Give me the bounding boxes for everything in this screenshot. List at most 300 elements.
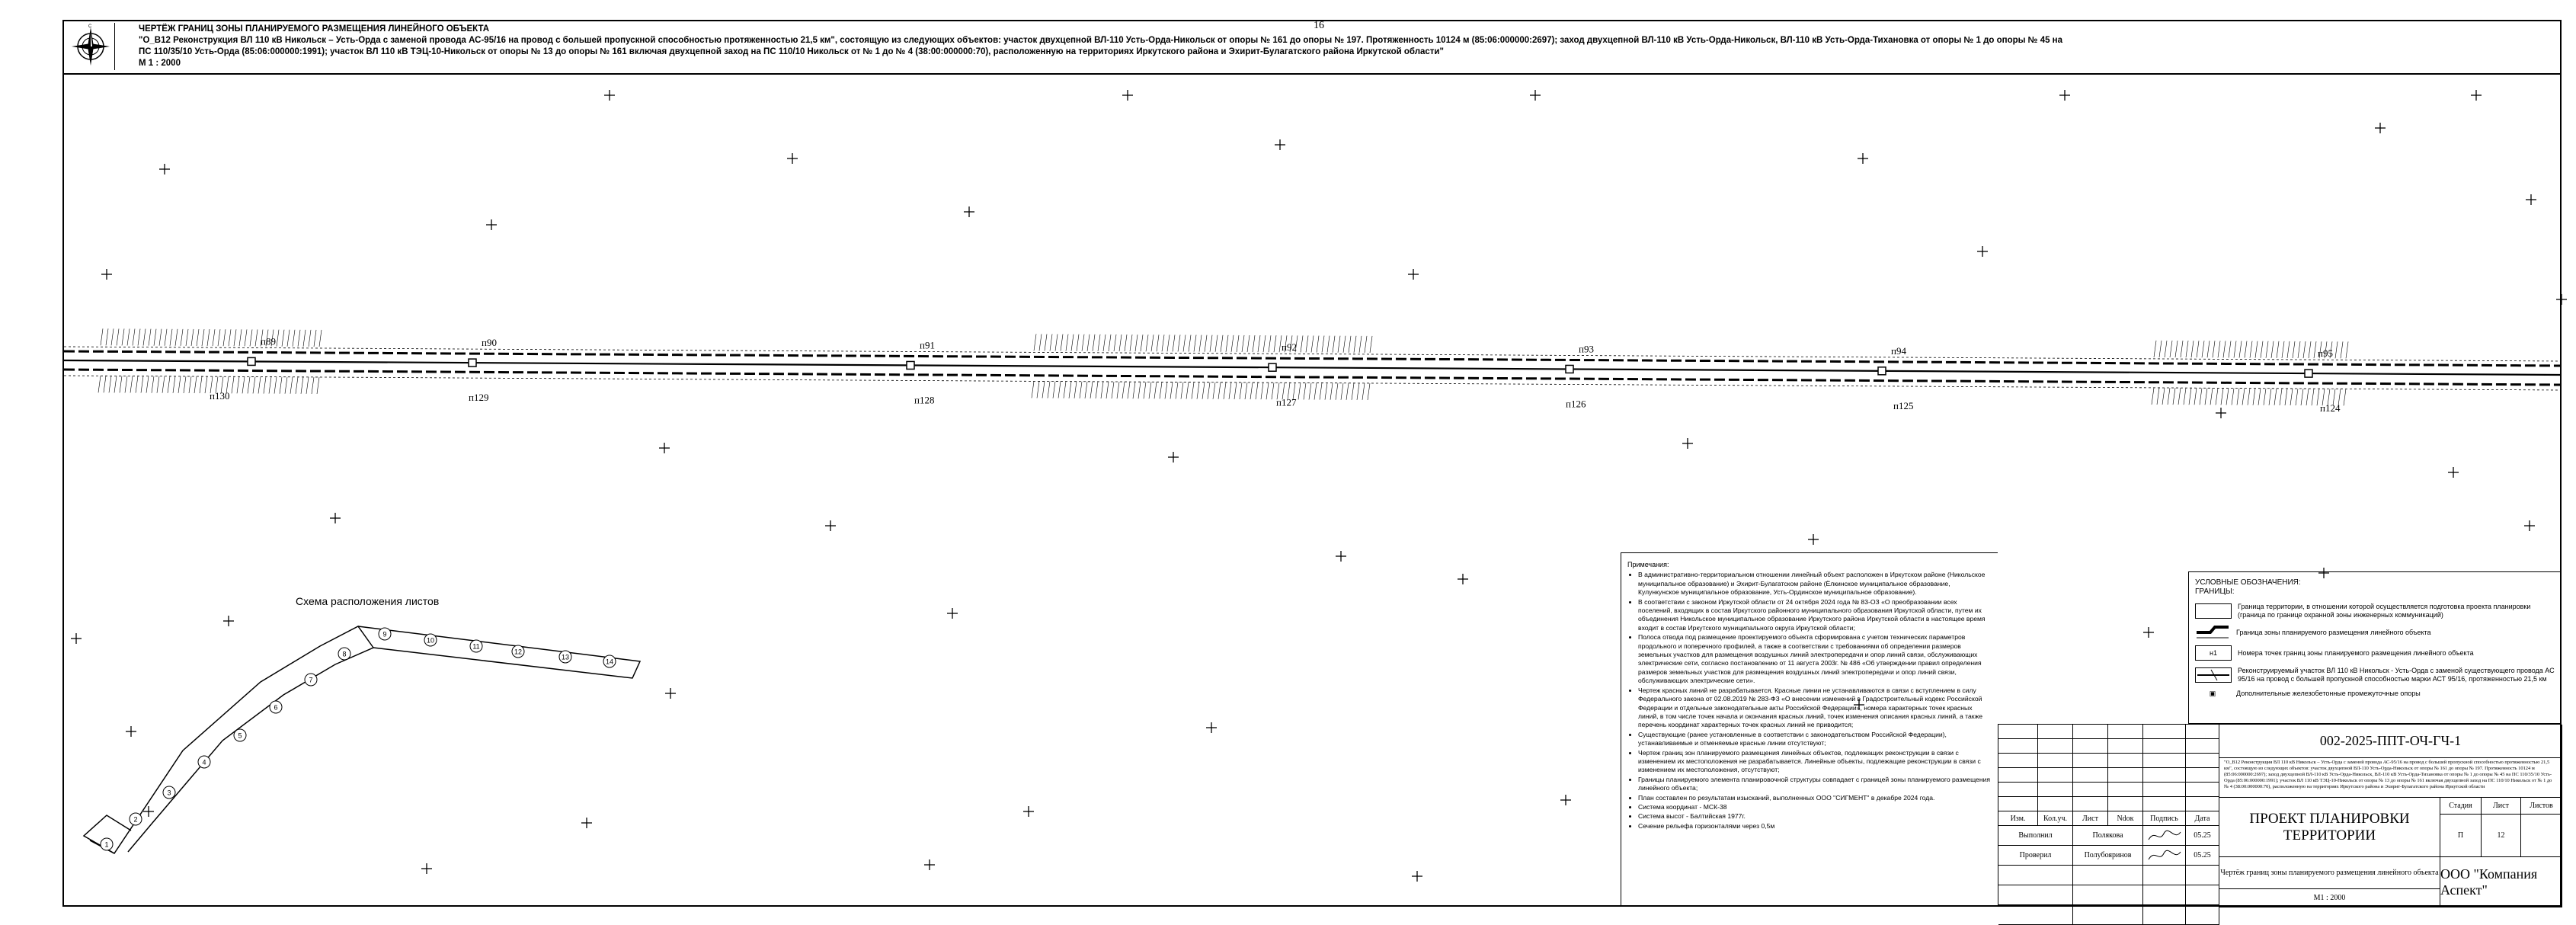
empty-cell [1998,866,2073,885]
slope-hatch [194,376,197,393]
sheets-value [2521,815,2562,857]
slope-hatch [1368,383,1370,400]
slope-hatch [1210,335,1212,352]
slope-hatch [248,376,250,393]
picket-label-bottom: п126 [1566,398,1586,410]
revision-header-cell: Лист [2073,811,2108,826]
name-cell: Полякова [2073,826,2143,846]
slope-hatch [1274,335,1276,352]
slope-hatch [1178,334,1180,351]
revision-header-cell: Кол.уч. [2038,811,2073,826]
slope-hatch [1272,382,1274,399]
slope-hatch [125,376,127,392]
slope-hatch [245,329,247,346]
slope-hatch [317,377,319,394]
sheet-number-label: 5 [238,731,242,740]
slope-hatch [1192,382,1194,399]
zone-boundary-symbol [2195,626,2230,639]
empty-cell [2073,885,2143,905]
note-item: • Чертеж красных линий не разрабатывается. Красные линии не устанавливаются в связи с вступлением в силу Федерального закона от 02.08.2019 № 283-ФЗ «О внесении изменений в Градостроительный кодекс Российской Федерации и отдельные законодательные акты Российской Федерации», номера характерных точек красных линий, в том числе точек начала и окончания красных линий, точек изменения описания красных линий, а также перечень координат характерных точек красных линий не приводится; [1638,687,1992,730]
support-pole-icon [1878,367,1886,375]
reconstructed-line-symbol [2195,667,2232,683]
slope-hatch [1311,335,1314,352]
legend-text: Граница зоны планируемого размещения линейного объекта [2236,628,2431,636]
revision-cell [1998,739,2038,754]
slope-hatch [2207,341,2210,357]
empty-cell [2143,885,2186,905]
revision-cell [2108,739,2143,754]
legend-title [2195,578,2555,597]
slope-hatch [1058,382,1061,398]
slope-hatch [1269,335,1271,352]
slope-hatch [1224,382,1226,399]
slope-hatch [1325,383,1327,400]
slope-hatch [264,377,266,394]
revision-header-cell: Дата [2186,811,2219,826]
slope-hatch [1309,382,1311,399]
slope-hatch [2293,341,2295,358]
slope-hatch [1194,335,1196,352]
slope-hatch [202,329,204,346]
slope-hatch [1346,383,1349,400]
slope-hatch [258,376,261,393]
slope-hatch [1149,382,1151,398]
slope-hatch [2213,341,2215,357]
note-item: • Чертеж границ зон планируемого размещения линейных объектов, подлежащих реконструкции в связи с изменением их местоположения не разрабатывается. Линейные объекты, подлежащие реконструкции в связи с изменением их местоположения, отсутствуют; [1638,749,1992,775]
zone-boundary-top [64,351,2562,366]
legend-text: Номера точек границ зоны планируемого размещения линейного объекта [2238,648,2474,657]
slope-hatch [237,376,239,393]
sheet-number-label: 8 [342,650,347,658]
slope-hatch [1341,383,1343,400]
name-cell: Полубояринов [2073,846,2143,866]
slope-hatch [2287,341,2290,358]
slope-hatch [2280,389,2282,405]
slope-hatch [2162,388,2165,405]
revision-cell [2038,768,2073,783]
slope-hatch [1306,335,1308,352]
company-name: ООО "Компания Аспект" [2440,857,2562,907]
zone-boundary-bottom [64,370,2562,385]
slope-hatch [1205,335,1207,352]
slope-hatch [104,376,106,392]
slope-hatch [2239,341,2242,358]
notes-list [1627,571,1992,831]
slope-hatch [159,329,162,346]
slope-hatch [1050,334,1052,351]
sheet-cells [101,628,616,850]
revision-cell [2143,768,2186,783]
project-title: ПРОЕКТ ПЛАНИРОВКИ ТЕРРИТОРИИ [2219,798,2440,857]
slope-hatch [1098,334,1100,351]
slope-hatch [2186,341,2188,357]
slope-hatch [2303,341,2306,358]
revision-cell [2186,783,2219,797]
slope-hatch [2202,341,2204,357]
slope-hatch [234,329,236,346]
slope-hatch [191,329,194,346]
slope-hatch [1181,382,1183,399]
slope-hatch [242,376,245,393]
legend-item-point-numbers [2195,645,2555,661]
slope-hatch [1301,335,1303,352]
slope-hatch [1197,382,1199,399]
slope-hatch [1125,334,1127,351]
empty-cell [1998,905,2073,925]
slope-hatch [146,376,149,393]
note-item: • Существующие (ранее установленные в соответствии с законодательством Российской Федерации), устанавливаемые и отменяемые красные линии отсутствуют; [1638,731,1992,748]
drawing-name: Чертёж границ зоны планируемого размещения линейного объекта [2219,857,2440,889]
slope-hatch [2218,341,2220,357]
slope-hatch [162,376,165,393]
slope-hatch [1327,336,1330,353]
notes-block [1621,552,1998,907]
slope-hatch [1183,335,1186,352]
slope-hatch [2298,341,2300,358]
slope-hatch [2237,389,2239,405]
revision-header-cell: Подпись [2143,811,2186,826]
slope-hatch [141,376,143,393]
slope-hatch [1061,334,1063,351]
slope-hatch [111,328,114,345]
slope-hatch [1066,334,1068,351]
signature-cell [2143,846,2186,866]
slope-hatch [138,329,140,346]
slope-hatch [98,376,101,392]
empty-cell [1998,885,2073,905]
slope-hatch [2250,341,2252,358]
legend-text: Дополнительные железобетонные промежуточные опоры [2236,690,2421,697]
slope-hatch [181,329,183,346]
slope-hatch [1362,383,1365,400]
slope-hatch [287,330,290,347]
slope-hatch [277,330,279,347]
slope-hatch [2255,341,2258,358]
slope-hatch [2290,389,2293,405]
slope-hatch [1167,334,1170,351]
sheet-number-label: 2 [133,815,138,824]
picket-label-bottom: п129 [469,392,489,404]
slope-hatch [157,376,159,393]
slope-hatch [200,376,202,393]
slope-hatch [319,330,322,347]
revision-cell [1998,768,2038,783]
slope-hatch [2248,389,2250,405]
slope-hatch [2312,389,2314,405]
slope-hatch [1141,334,1143,351]
page-number: 16 [1314,20,1324,31]
role-cell: Проверил [1998,846,2073,866]
slope-hatch [1336,383,1338,400]
slope-hatch [1128,382,1130,398]
revision-cell [2073,754,2108,768]
revision-header-cell: Ndок [2108,811,2143,826]
slope-hatch [178,376,181,393]
slope-hatch [1109,334,1111,351]
slope-hatch [255,329,258,346]
drawing-title: ЧЕРТЁЖ ГРАНИЦ ЗОНЫ ПЛАНИРУЕМОГО РАЗМЕЩЕНИЯ ЛИНЕЙНОГО ОБЪЕКТА [139,24,490,34]
revision-cell [1998,797,2038,811]
slope-hatch [2152,388,2154,405]
slope-hatch [312,377,314,394]
slope-hatch [232,376,234,393]
slope-hatch [2309,341,2311,358]
slope-hatch [1045,334,1047,350]
slope-hatch [122,328,124,345]
slope-hatch [2159,341,2162,357]
slope-hatch [1221,335,1223,352]
slope-hatch [120,376,122,392]
revision-cell [2038,725,2073,739]
note-item: • Сечение рельефа горизонталями через 0,5м [1638,822,1992,831]
support-pole-icon [469,359,476,366]
support-pole-icon: ▣ [2209,690,2216,697]
slope-hatch [2242,389,2245,405]
slope-hatch [1122,382,1125,398]
slope-hatch [1213,382,1215,399]
slope-hatch [1357,383,1359,400]
sheet-number-label: 4 [202,758,206,767]
picket-label-top: п91 [920,339,935,351]
sheet-value: 12 [2482,815,2521,857]
slope-hatch [149,329,151,346]
stage-value: П [2440,815,2482,857]
legend-item-reconstructed-line [2195,667,2555,683]
slope-hatch [2168,388,2170,405]
sheet-number-label: 12 [514,648,523,656]
slope-hatch [309,330,311,347]
revision-cell [2038,797,2073,811]
slope-hatch [1071,334,1074,351]
slope-hatch [1039,334,1042,350]
empty-cell [2073,905,2143,925]
slope-hatch [1138,382,1141,398]
slope-hatch [205,376,207,393]
support-pole-icon [907,361,914,369]
slope-hatch [1314,383,1317,400]
slope-hatch [2296,389,2298,405]
legend-block [2188,571,2562,724]
note-item: • Границы планируемого элемента планировочной структуры совпадает с границей зоны планируемого размещения линейного объекта; [1638,776,1992,793]
slope-hatch [306,377,309,394]
slope-hatch [1215,335,1218,352]
support-pole-icon [2305,370,2312,377]
slope-hatch [1208,382,1210,399]
picket-label-bottom: п130 [210,390,230,402]
slope-hatch [165,329,167,346]
slope-hatch [106,328,108,345]
revision-cell [2073,739,2108,754]
slope-hatch [2175,341,2178,357]
slope-hatch [184,376,186,393]
picket-label-top: п92 [1282,341,1297,354]
slope-hatch [1133,382,1135,398]
slope-hatch [1176,382,1178,398]
slope-hatch [1096,382,1098,398]
slope-hatch [2277,341,2279,358]
slope-hatch [136,376,138,393]
slope-hatch [1247,335,1250,352]
slope-hatch [1352,383,1354,400]
slope-hatch [2274,389,2277,405]
note-item: • План составлен по результатам изысканий, выполненных ООО "СИГМЕНТ" в декабре 2024 года. [1638,794,1992,802]
slope-hatch [1199,335,1202,352]
slope-hatch [2335,341,2338,358]
revision-cell [2186,768,2219,783]
slope-hatch [1349,336,1351,353]
slope-hatch [1090,382,1093,398]
slope-hatch [1087,334,1090,351]
slope-hatch [285,377,287,394]
slope-hatch [1055,334,1058,351]
slope-hatch [1186,382,1189,399]
legend-subheading: ГРАНИЦЫ: [2195,587,2235,596]
support-pole-icon [1269,363,1276,371]
picket-label-bottom: п128 [914,394,935,406]
slope-hatch [1165,382,1167,398]
slope-hatch [2269,389,2271,405]
note-item: • Система координат - МСК-38 [1638,803,1992,811]
sheet-number-label: 10 [426,636,435,645]
slope-hatch [1256,382,1258,399]
revision-cell [1998,725,2038,739]
slope-hatch [1365,336,1367,353]
note-item: • В соответствии с законом Иркутской области от 24 октября 2024 года № 83-ОЗ «О преобразовании всех поселений, входящих в состав Иркутского районного муниципального образования Иркутской области, путем их объединения Никольское муниципальное образование Иркутского района Иркутской области в настоящее время входит в состав Иркутского муниципального округа Иркутской области; [1638,598,1992,633]
slope-hatch [1162,334,1164,351]
sheet-number-label: 7 [309,676,313,684]
slope-hatch [2170,341,2172,357]
revision-header-cell: Изм. [1998,811,2038,826]
sheet-number-label: 3 [167,789,171,797]
slope-hatch [1229,382,1231,399]
slope-hatch [2200,388,2202,405]
slope-hatch [1226,335,1228,352]
date-cell: 05.25 [2186,826,2219,846]
slope-hatch [1154,382,1157,398]
slope-hatch [2266,341,2268,358]
slope-hatch [2205,388,2207,405]
slope-hatch [2189,388,2191,405]
slope-hatch [133,329,135,346]
slope-hatch [1157,334,1159,351]
slope-hatch [2210,388,2213,405]
slope-hatch [1034,334,1036,350]
note-item: • Система высот - Балтийская 1977г. [1638,812,1992,821]
svg-text:С: С [88,24,92,29]
sheet-number-label: 11 [472,642,480,651]
legend-item-planning-boundary [2195,603,2555,619]
slope-hatch [1069,382,1071,398]
slope-hatch [1231,335,1234,352]
slope-hatch [1146,334,1148,351]
slope-hatch [1170,382,1173,398]
slope-hatch [2216,388,2218,405]
legend-item-zone-boundary [2195,626,2555,639]
slope-hatch [1298,382,1301,399]
slope-hatch [1354,336,1356,353]
slope-hatch [1085,382,1087,398]
sheet-number-label: 14 [605,658,614,666]
slope-hatch [301,377,303,394]
slope-hatch [1053,382,1055,398]
revision-cell [2143,739,2186,754]
slope-hatch [170,329,172,346]
empty-cell [2186,905,2219,925]
slope-hatch [1144,382,1146,398]
slope-hatch [274,377,277,394]
slope-hatch [293,330,295,347]
slope-hatch [173,376,175,393]
slope-hatch [186,329,188,346]
slope-hatch [2173,388,2175,405]
slope-hatch [152,376,154,393]
stage-header-cell: Листов [2521,798,2562,815]
picket-labels [210,335,2341,414]
picket-label-bottom: п125 [1893,399,1914,411]
slope-hatch [218,329,220,346]
slope-hatch [1343,336,1346,353]
slope-hatch [1338,336,1340,353]
revision-cell [2186,797,2219,811]
sheet-layout-scheme [84,626,640,853]
slope-hatch [1160,382,1162,398]
slope-hatch [1130,334,1132,351]
slope-hatch [2253,389,2255,405]
slope-hatch [1042,381,1045,398]
revision-cell [2143,797,2186,811]
legend-text: Граница территории, в отношении которой осуществляется подготовка проекта планировки (граница по границе охранной зоны инженерных коммуникаций) [2238,603,2531,619]
slope-hatch [2191,341,2194,357]
slope-hatch [296,377,298,394]
slope-hatch [2165,341,2167,357]
revision-cell [2108,754,2143,768]
slope-hatch [2264,389,2266,405]
picket-label-top: п95 [2318,347,2333,360]
slope-hatch [175,329,178,346]
slope-hatch [1242,335,1244,352]
revision-cell [2073,725,2108,739]
slope-hatch [2306,389,2309,405]
slope-hatch [303,330,306,347]
slope-hatch [1093,334,1095,351]
slope-hatch [2282,341,2284,358]
picket-label-top: п93 [1579,343,1594,355]
revision-cell [2073,768,2108,783]
revision-cell [2186,739,2219,754]
slope-hatch [253,376,255,393]
revision-cell [2073,783,2108,797]
revision-cell [2038,754,2073,768]
slope-hatch [1151,334,1154,351]
signature-cell [2143,826,2186,846]
slope-hatch [1189,335,1191,352]
note-item: • Полоса отвода под размещение проектируемого объекта сформирована с учетом технических параметров продольного и поперечного профилей, а также в соответствии с требованиями об определении размеров земельных участков для размещения воздушных линий электропередачи и опор линий связи, обслуживающих электрические сети, согласно постановлению от 11 августа 2003г. № 486 «Об утверждении правил определения размеров земельных участков для размещения воздушных линий электропередачи и опор линий связи, обслуживающих электрические сети». [1638,633,1992,685]
slope-hatch [1048,382,1050,398]
picket-label-top: п89 [261,335,276,347]
slope-hatch [2261,341,2263,358]
picket-label-bottom: п124 [2320,402,2341,414]
slope-hatch [290,377,293,394]
slope-hatch [1117,382,1119,398]
role-cell: Выполнил [1998,826,2073,846]
revision-cell [1998,783,2038,797]
object-description-line2: ПС 110/35/10 Усть-Орда (85:06:000000:1991); участок ВЛ 110 кВ ТЭЦ-10-Никольск от опоры № 13 до опоры № 161 включая двухцепной заход на ПС 110/10 Никольск от № 1 до № 4 (38:00:000000:70), расположенную на территориях Иркутского района и Эхирит-Булагатского района Иркутской области" [139,47,1444,56]
slope-hatch [2271,341,2274,358]
slope-hatch [1234,382,1237,399]
slope-hatch [1370,336,1372,353]
stage-header-cell: Стадия [2440,798,2482,815]
slope-hatch [2317,389,2319,405]
